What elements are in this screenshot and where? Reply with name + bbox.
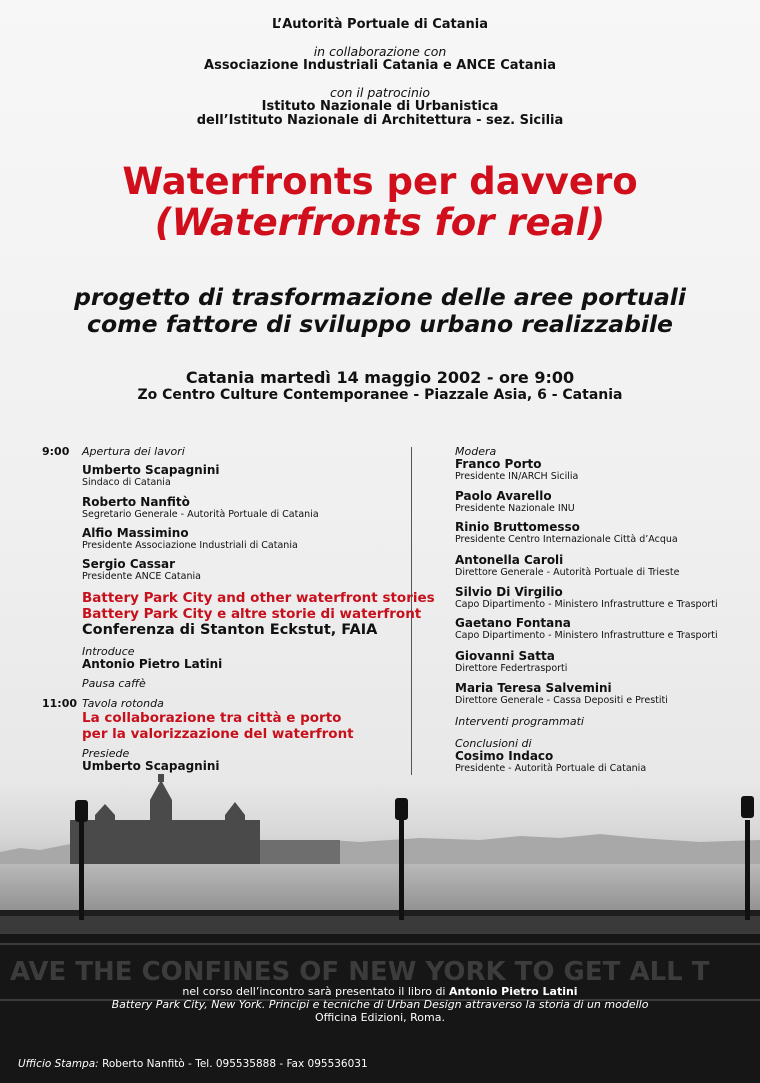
roundtable-title-2: per la valorizzazione del waterfront xyxy=(82,726,354,742)
speaker-role: Direttore Generale - Autorità Portuale di Trieste xyxy=(455,567,680,578)
railing-inscription: AVE THE CONFINES OF NEW YORK TO GET ALL T xyxy=(10,957,710,987)
roundtable-label: Tavola rotonda xyxy=(82,697,164,710)
introduce-label: Introduce xyxy=(82,645,135,658)
time-9: 9:00 xyxy=(42,445,70,458)
event-title: Waterfronts per davvero xyxy=(122,160,638,203)
speaker-name: Sergio Cassar xyxy=(82,557,176,571)
book-author: Antonio Pietro Latini xyxy=(449,985,578,998)
historic-building xyxy=(70,774,340,870)
railing-top xyxy=(0,910,760,916)
speaker-name: Paolo Avarello xyxy=(455,489,552,503)
opening-label: Apertura dei lavori xyxy=(82,445,185,458)
organizer: L’Autorità Portuale di Catania xyxy=(271,17,489,32)
event-date: Catania martedì 14 maggio 2002 - ore 9:00 xyxy=(185,368,575,387)
collaborators: Associazione Industriali Catania e ANCE Catania xyxy=(204,58,556,73)
talk-speaker: Conferenza di Stanton Eckstut, FAIA xyxy=(82,622,378,638)
talk-title-english: Battery Park City and other waterfront stories xyxy=(82,590,435,606)
speaker-name: Giovanni Satta xyxy=(455,649,555,663)
waterfront-photo xyxy=(0,760,760,1083)
speaker-name: Roberto Nanfitò xyxy=(82,495,190,509)
speaker-name: Alfio Massimino xyxy=(82,526,189,540)
patronage-intro: con il patrocinio xyxy=(329,85,430,100)
speaker-role: Presidente IN/ARCH Sicilia xyxy=(455,471,579,482)
patron-2: dell’Istituto Nazionale di Architettura - sez. Sicilia xyxy=(196,113,564,128)
scheduled-speeches: Interventi programmati xyxy=(455,715,584,728)
speaker-role: Presidente Centro Internazionale Città d’Acqua xyxy=(455,534,678,545)
event-title-english: (Waterfronts for real) xyxy=(154,201,606,244)
time-11: 11:00 xyxy=(42,697,78,710)
speaker-role: Sindaco di Catania xyxy=(82,477,171,488)
speaker-role: Direttore Generale - Cassa Depositi e Prestiti xyxy=(455,695,668,706)
conclusions-role: Presidente - Autorità Portuale di Catania xyxy=(455,763,647,774)
book-title: Battery Park City, New York. Principi e tecniche di Urban Design attraverso la storia di un modello xyxy=(111,998,649,1011)
moderator-label: Modera xyxy=(455,445,497,458)
event-venue: Zo Centro Culture Contemporanee - Piazzale Asia, 6 - Catania xyxy=(137,387,623,403)
book-announcement xyxy=(0,985,760,998)
chair-label: Presiede xyxy=(82,747,130,760)
collaboration-intro: in collaborazione con xyxy=(313,44,447,59)
speaker-name: Antonella Caroli xyxy=(455,553,564,567)
subtitle-line-1: progetto di trasformazione delle aree portuali xyxy=(74,283,686,311)
speaker-name: Maria Teresa Salvemini xyxy=(455,681,612,695)
speaker-role: Capo Dipartimento - Ministero Infrastrutture e Trasporti xyxy=(455,630,718,641)
coffee-break: Pausa caffè xyxy=(82,677,146,690)
introduce-name: Antonio Pietro Latini xyxy=(82,657,223,671)
roundtable-title-1: La collaborazione tra città e porto xyxy=(82,710,342,726)
press-label: Ufficio Stampa: xyxy=(18,1058,99,1070)
press-contact: Roberto Nanfitò - Tel. 095535888 - Fax 095536031 xyxy=(102,1058,368,1070)
patron-1: Istituto Nazionale di Urbanistica xyxy=(261,99,499,114)
speaker-role: Presidente Associazione Industriali di Catania xyxy=(82,540,298,551)
speaker-role: Presidente Nazionale INU xyxy=(455,503,575,514)
speaker-name: Rinio Bruttomesso xyxy=(455,520,580,534)
speaker-role: Direttore Federtrasporti xyxy=(455,663,568,674)
speaker-role: Capo Dipartimento - Ministero Infrastrutture e Trasporti xyxy=(455,599,718,610)
speaker-name: Gaetano Fontana xyxy=(455,616,571,630)
speaker-name: Umberto Scapagnini xyxy=(82,463,220,477)
speaker-role: Presidente ANCE Catania xyxy=(82,571,201,582)
conclusions-label: Conclusioni di xyxy=(455,737,532,750)
chair-name: Umberto Scapagnini xyxy=(82,759,220,773)
speaker-name: Franco Porto xyxy=(455,457,542,471)
conclusions-name: Cosimo Indaco xyxy=(455,749,554,763)
talk-title-italian: Battery Park City e altre storie di waterfront xyxy=(82,606,422,622)
press-office xyxy=(18,1058,368,1070)
river xyxy=(0,864,760,916)
subtitle-line-2: come fattore di sviluppo urbano realizzabile xyxy=(87,310,673,338)
speaker-role: Segretario Generale - Autorità Portuale di Catania xyxy=(82,509,319,520)
book-intro: nel corso dell’incontro sarà presentato il libro di xyxy=(182,985,446,998)
speaker-name: Silvio Di Virgilio xyxy=(455,585,563,599)
book-publisher: Officina Edizioni, Roma. xyxy=(314,1011,445,1024)
railing-panel xyxy=(0,916,760,934)
